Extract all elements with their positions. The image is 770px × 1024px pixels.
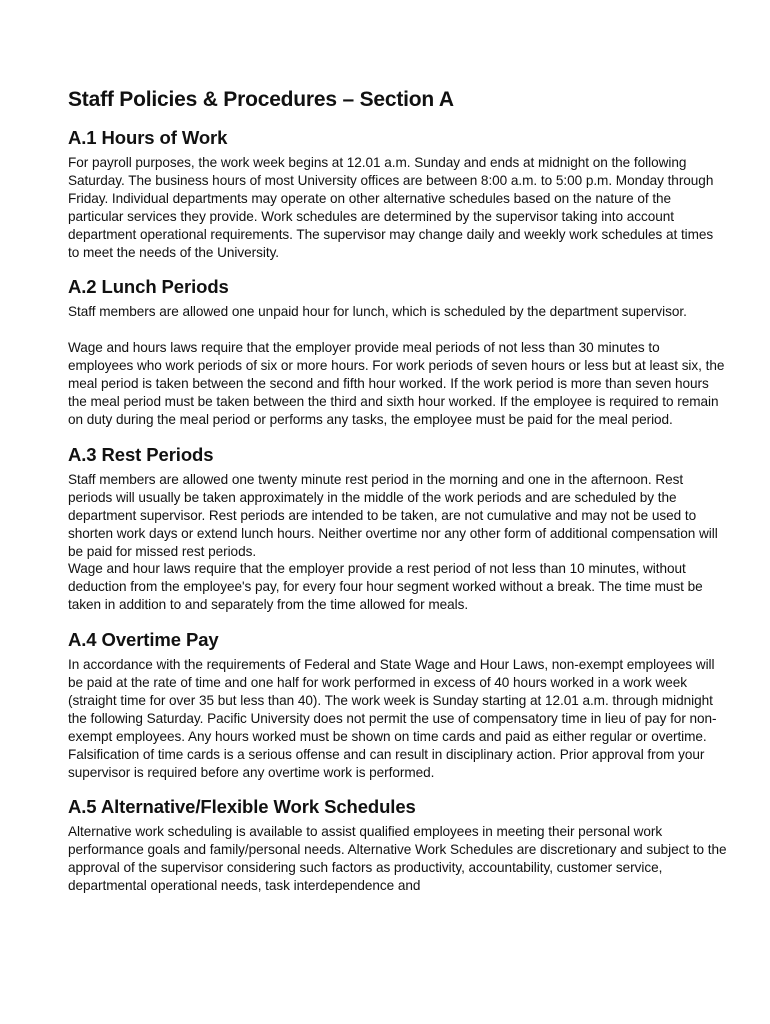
section-heading: A.3 Rest Periods bbox=[68, 443, 214, 465]
section-heading: A.5 Alternative/Flexible Work Schedules bbox=[68, 796, 416, 818]
section-paragraph: In accordance with the requirements of Federal and State Wage and Hour Laws, non-exempt employees will be paid at the rate of time and one half for work performed in excess of 40 hours worked in a work week (straight time for over 35 but less than 40). The work week is Sunday starting at 12.01 a.m. through midnight the following Saturday. Pacific University does not permit the use of compensatory time in lieu of pay for non-exempt employees. Any hours worked must be shown on time cards and paid as either regular or overtime. Falsification of time cards is a serious offense and can result in disciplinary action. Prior approval from your supervisor is required before any overtime work is performed. bbox=[68, 657, 717, 780]
section-heading: A.1 Hours of Work bbox=[68, 127, 228, 148]
section-paragraph: For payroll purposes, the work week begins at 12.01 a.m. Sunday and ends at midnight on the following Saturday. The business hours of most University offices are between 8:00 a.m. to 5:00 p.m. Monday through Friday. Individual departments may operate on other alternative schedules based on the nature of the particular services they provide. Work schedules are determined by the supervisor taking into account department operational requirements. The supervisor may change daily and weekly work schedules at times to meet the needs of the University. bbox=[68, 155, 714, 260]
section-paragraph: Alternative work scheduling is available to assist qualified employees in meeting their personal work performance goals and family/personal needs. Alternative Work Schedules are discretionary and subject to the approval of the supervisor considering such factors as productivity, accountability, customer service, departmental operational needs, task interdependence and bbox=[68, 824, 727, 894]
section-hours-of-work bbox=[68, 126, 728, 261]
section-paragraph: Staff members are allowed one twenty minute rest period in the morning and one in the afternoon. Rest periods will usually be taken approximately in the middle of the work periods and are scheduled by the department supervisor. Rest periods are intended to be taken, are not cumulative and may not be used to shorten work days or extend lunch hours. Neither overtime nor any other form of additional compensation will be paid for missed rest periods. bbox=[68, 471, 718, 559]
section-lunch-periods bbox=[68, 275, 728, 428]
section-overtime-pay bbox=[68, 628, 728, 781]
section-heading: A.2 Lunch Periods bbox=[68, 276, 229, 298]
section-paragraph: Wage and hour laws require that the employer provide a rest period of not less than 10 minutes, without deduction from the employee's pay, for every four hour segment worked without a break. The time must be taken in addition to and separately from the time allowed for meals. bbox=[68, 561, 703, 613]
section-paragraph: Staff members are allowed one unpaid hour for lunch, which is scheduled by the department supervisor. bbox=[68, 304, 687, 320]
section-rest-periods bbox=[68, 443, 728, 614]
document-page bbox=[68, 86, 728, 909]
page-title: Staff Policies & Procedures – Section A bbox=[68, 88, 454, 111]
section-heading: A.4 Overtime Pay bbox=[68, 629, 219, 651]
section-paragraph: Wage and hours laws require that the employer provide meal periods of not less than 30 minutes to employees who work periods of six or more hours. For work periods of seven hours or less but at least six, the meal period is taken between the second and fifth hour worked. If the work period is more than seven hours the meal period must be taken between the third and sixth hour worked. If the employee is required to remain on duty during the meal period or performs any tasks, the employee must be paid for the meal period. bbox=[68, 340, 725, 427]
section-alternative-schedules bbox=[68, 795, 728, 895]
